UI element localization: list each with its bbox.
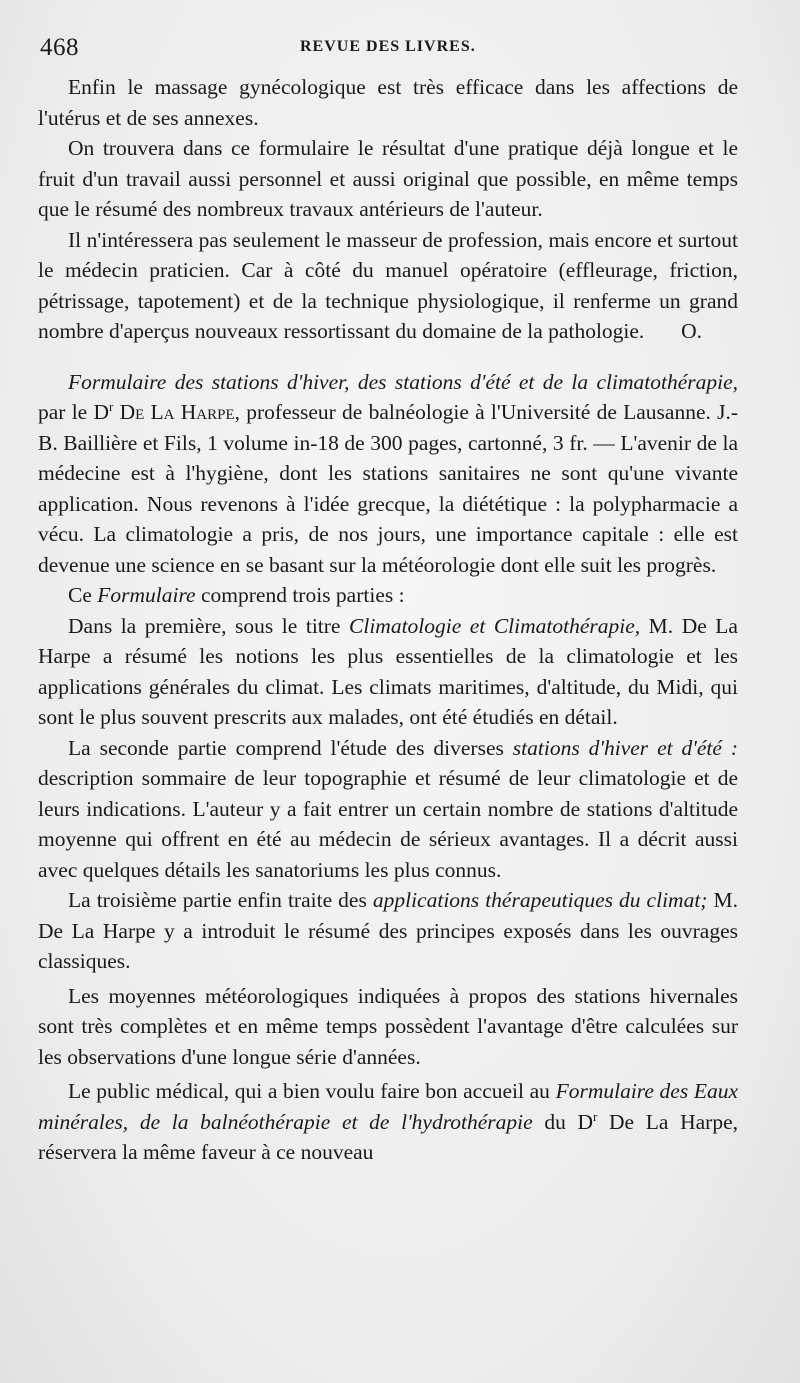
third-part-text-a: La troisième partie enfin traite des [68, 888, 373, 912]
second-part-text-a: La seconde partie comprend l'étude des diverses [68, 735, 513, 760]
third-part-italic: applications thérapeutiques du climat; [372, 888, 708, 912]
first-part-text-b: M. De La Harpe a résumé les notions les plus essentielles de la climatologie et les applications générales du climat. Les climats maritimes, d'altitude, du Midi, qui sont le plus souvent prescrits aux malades, ont été étudiés en détail. [38, 613, 738, 729]
second-part-italic: stations d'hiver et d'été : [512, 735, 738, 760]
by-line: par le D [38, 400, 109, 424]
parts-text-a: Ce [68, 583, 98, 607]
paragraph-3-text: Il n'intéressera pas seulement le masseur de profession, mais encore et surtout le médecin praticien. Car à côté du manuel opératoire (effleurage, friction, pétrissage, tapotement) et de la technique physiologique, il renferme un grand nombre d'aperçus nouveaux ressortissant du domaine de la pathologie. [38, 227, 738, 343]
book-title: Formulaire des stations d'hiver, des stations d'été et de la climatothérapie, [68, 369, 738, 394]
review-intro-text: , professeur de balnéologie à l'Université de Lausanne. J.-B. Baillière et Fils, 1 volume in-18 de 300 pages, cartonné, 3 fr. — L'avenir de la médecine est à l'hygiène, dont les stations sanitaires ne sont qu'une vivante application. Nous revenons à l'idée grecque, la diététique : la polypharmacie a vécu. La climatologie a pris, de nos jours, une importance capitale : elle est devenue une science en se basant sur la météorologie dont elle suit les progrès. [38, 400, 739, 577]
page-body [38, 72, 738, 1168]
parts-text-b: comprend trois parties : [195, 583, 405, 607]
running-head: REVUE DES LIVRES. [300, 38, 476, 55]
first-part-text-a: Dans la première, sous le titre [68, 613, 349, 638]
review-intro-paragraph [38, 367, 738, 581]
by-line-sup: r [109, 398, 114, 414]
paragraph-second-part [38, 733, 738, 886]
paragraph-third-part [38, 885, 738, 977]
closing-text-b: du D [532, 1109, 594, 1134]
paragraph-closing [38, 1076, 738, 1168]
paragraph-averages: Les moyennes météorologiques indiquées à propos des stations hivernales sont très complètes et en même temps possèdent l'avantage d'être calculées sur les observations d'une longue série d'années. [38, 983, 738, 1069]
paragraph-2: On trouvera dans ce formulaire le résultat d'une pratique déjà longue et le fruit d'un travail aussi personnel et aussi original que possible, en même temps que le résumé des nombreux travaux antérieurs de l'auteur. [38, 136, 738, 221]
closing-text-c: De La Harpe, réservera la même faveur à ce nouveau [38, 1109, 738, 1164]
first-part-italic: Climatologie et Climatothérapie, [349, 613, 641, 638]
closing-text-a: Le public médical, qui a bien voulu faire bon accueil au [68, 1079, 556, 1103]
author-name: De La Harpe [119, 400, 235, 424]
third-part-text-b: M. De La Harpe y a introduit le résumé des principes exposés dans les ouvrages classiques. [38, 888, 738, 973]
paragraph-1: Enfin le massage gynécologique est très efficace dans les affections de l'utérus et de ses annexes. [38, 75, 738, 130]
parts-italic: Formulaire [97, 583, 196, 607]
second-part-text-b: description sommaire de leur topographie et résumé de leur climatologie et de leurs indications. L'auteur y a fait entrer un certain nombre de stations d'altitude moyenne qui offrent en été au médecin de sérieux avantages. Il a décrit aussi avec quelques détails les sanatoriums les plus connus. [38, 766, 738, 882]
review-signature: O. [681, 319, 702, 343]
paragraph-3 [38, 225, 738, 347]
page-header [40, 30, 770, 66]
paragraph-first-part [38, 611, 738, 733]
closing-sup: r [593, 1108, 598, 1124]
paragraph-parts [38, 580, 738, 611]
closing-italic: Formulaire des Eaux minérales, de la balnéothérapie et de l'hydrothérapie [38, 1079, 738, 1134]
page-number: 468 [40, 34, 79, 61]
